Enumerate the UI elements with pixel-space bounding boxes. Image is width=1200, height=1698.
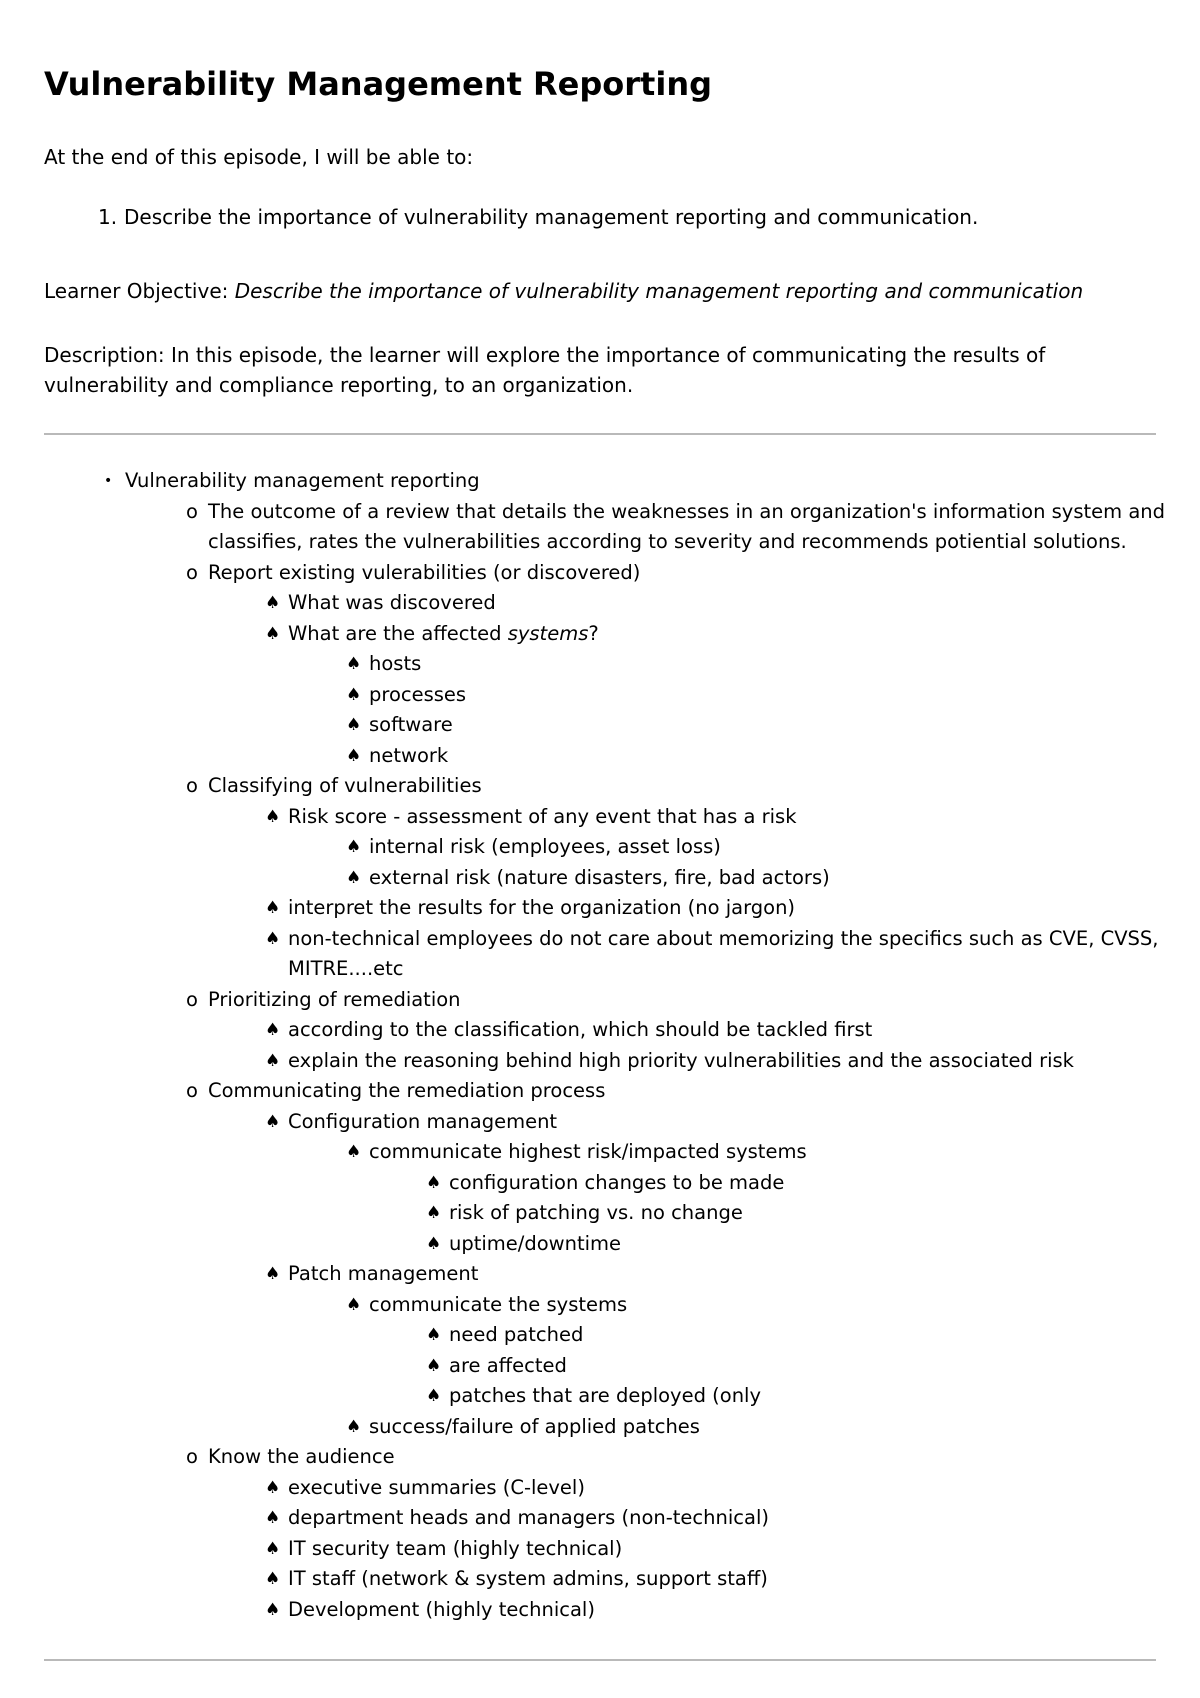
list-item: o Prioritizing of remediation — [186, 985, 1176, 1016]
spade-bullet-icon: ♠ — [426, 1386, 442, 1406]
list-item: ♠ executive summaries (C-level) — [265, 1473, 1175, 1504]
bottom-divider — [44, 1659, 1156, 1661]
spade-bullet-icon: ♠ — [265, 623, 281, 644]
list-item: ♠ communicate the systems — [346, 1290, 1200, 1321]
spade-bullet-icon: ♠ — [346, 654, 362, 674]
spade-bullet-icon: ♠ — [265, 898, 281, 918]
list-item: ♠ according to the classification, which should be tackled first — [265, 1015, 1175, 1046]
list-item: ♠ configuration changes to be made — [426, 1168, 1200, 1199]
list-item: ♠ hosts — [346, 649, 1200, 680]
intro-text: At the end of this episode, I will be able to: — [44, 145, 474, 169]
list-item: ♠ IT security team (highly technical) — [265, 1534, 1175, 1565]
list-item: ♠ patches that are deployed (only — [426, 1381, 1200, 1412]
list-item: o Report existing vulerabilities (or discovered) — [186, 558, 1176, 589]
learner-objective-label: Learner Objective: — [44, 279, 229, 303]
spade-bullet-icon: ♠ — [426, 1355, 442, 1376]
list-item: o Know the audience — [186, 1442, 1176, 1473]
spade-bullet-icon: ♠ — [265, 1111, 281, 1132]
list-item: ♠ Development (highly technical) — [265, 1595, 1175, 1626]
circle-bullet-icon: o — [186, 987, 198, 1011]
spade-bullet-icon: ♠ — [346, 837, 362, 857]
spade-bullet-icon: ♠ — [346, 1294, 362, 1315]
objective-item — [98, 202, 978, 232]
list-item: o Classifying of vulnerabilities — [186, 771, 1176, 802]
spade-bullet-icon: ♠ — [346, 1416, 362, 1437]
list-item: ♠ What was discovered — [265, 588, 1175, 619]
list-item: ♠ need patched — [426, 1320, 1200, 1351]
page-title: Vulnerability Management Reporting — [44, 65, 712, 103]
list-item: ♠ risk of patching vs. no change — [426, 1198, 1200, 1229]
list-item: ♠ internal risk (employees, asset loss) — [346, 832, 1200, 863]
circle-bullet-icon: o — [186, 1079, 198, 1102]
spade-bullet-icon: ♠ — [265, 1050, 281, 1071]
list-item: o Communicating the remediation process — [186, 1076, 1176, 1107]
topic-outline — [0, 466, 1200, 1625]
spade-bullet-icon: ♠ — [265, 1599, 281, 1620]
list-item: ♠ Configuration management — [265, 1107, 1175, 1138]
list-item: o The outcome of a review that details the weaknesses in an organization's information system and classifies, rates the vulnerabilities according to severity and recommends potiential solutions. — [186, 497, 1176, 558]
list-item: ♠ interpret the results for the organization (no jargon) — [265, 893, 1175, 924]
description-text: Description: In this episode, the learner will explore the importance of communicating the results of vulnerability and compliance reporting, to an organization. — [44, 343, 1046, 397]
spade-bullet-icon: ♠ — [346, 715, 362, 735]
list-item: ♠ software — [346, 710, 1200, 741]
circle-bullet-icon: o — [186, 560, 198, 584]
spade-bullet-icon: ♠ — [265, 1477, 281, 1498]
spade-bullet-icon: ♠ — [346, 745, 362, 766]
spade-bullet-icon: ♠ — [346, 867, 362, 888]
spade-bullet-icon: ♠ — [426, 1233, 442, 1254]
spade-bullet-icon: ♠ — [346, 1142, 362, 1162]
spade-bullet-icon: ♠ — [265, 1020, 281, 1040]
section-divider — [44, 433, 1156, 435]
list-item: ♠ explain the reasoning behind high priority vulnerabilities and the associated risk — [265, 1046, 1175, 1077]
spade-bullet-icon: ♠ — [265, 928, 281, 949]
spade-bullet-icon: ♠ — [265, 593, 281, 613]
list-item: ♠ external risk (nature disasters, fire, bad actors) — [346, 863, 1200, 894]
list-item: ♠ communicate highest risk/impacted systems — [346, 1137, 1200, 1168]
list-item: ♠ success/failure of applied patches — [346, 1412, 1200, 1443]
list-item: • Vulnerability management reporting — [104, 466, 1200, 497]
spade-bullet-icon: ♠ — [426, 1325, 442, 1345]
spade-bullet-icon: ♠ — [265, 1569, 281, 1589]
spade-bullet-icon: ♠ — [265, 806, 281, 827]
list-item: ♠ Risk score - assessment of any event that has a risk — [265, 802, 1175, 833]
spade-bullet-icon: ♠ — [265, 1538, 281, 1559]
objective-text: Describe the importance of vulnerability management reporting and communication. — [124, 205, 979, 229]
learner-objective — [44, 276, 1083, 306]
spade-bullet-icon: ♠ — [426, 1172, 442, 1193]
circle-bullet-icon: o — [186, 774, 198, 797]
bullet-icon: • — [104, 473, 113, 489]
spade-bullet-icon: ♠ — [265, 1508, 281, 1528]
spade-bullet-icon: ♠ — [346, 684, 362, 705]
list-item: ♠ non-technical employees do not care about memorizing the specifics such as CVE, CVSS, MITRE....etc — [265, 924, 1175, 985]
circle-bullet-icon: o — [186, 499, 198, 523]
list-item: ♠ IT staff (network & system admins, support staff) — [265, 1564, 1175, 1595]
spade-bullet-icon: ♠ — [265, 1264, 281, 1284]
objective-number: 1. — [98, 205, 118, 229]
list-item: ♠ department heads and managers (non-technical) — [265, 1503, 1175, 1534]
list-item: ♠ processes — [346, 680, 1200, 711]
list-item: ♠ Patch management — [265, 1259, 1175, 1290]
list-item: ♠ What are the affected systems? — [265, 619, 1175, 650]
circle-bullet-icon: o — [186, 1445, 198, 1468]
learner-objective-value: Describe the importance of vulnerability management reporting and communication — [234, 279, 1084, 303]
list-item: ♠ network — [346, 741, 1200, 772]
spade-bullet-icon: ♠ — [426, 1203, 442, 1223]
list-item: ♠ uptime/downtime — [426, 1229, 1200, 1260]
list-item: ♠ are affected — [426, 1351, 1200, 1382]
